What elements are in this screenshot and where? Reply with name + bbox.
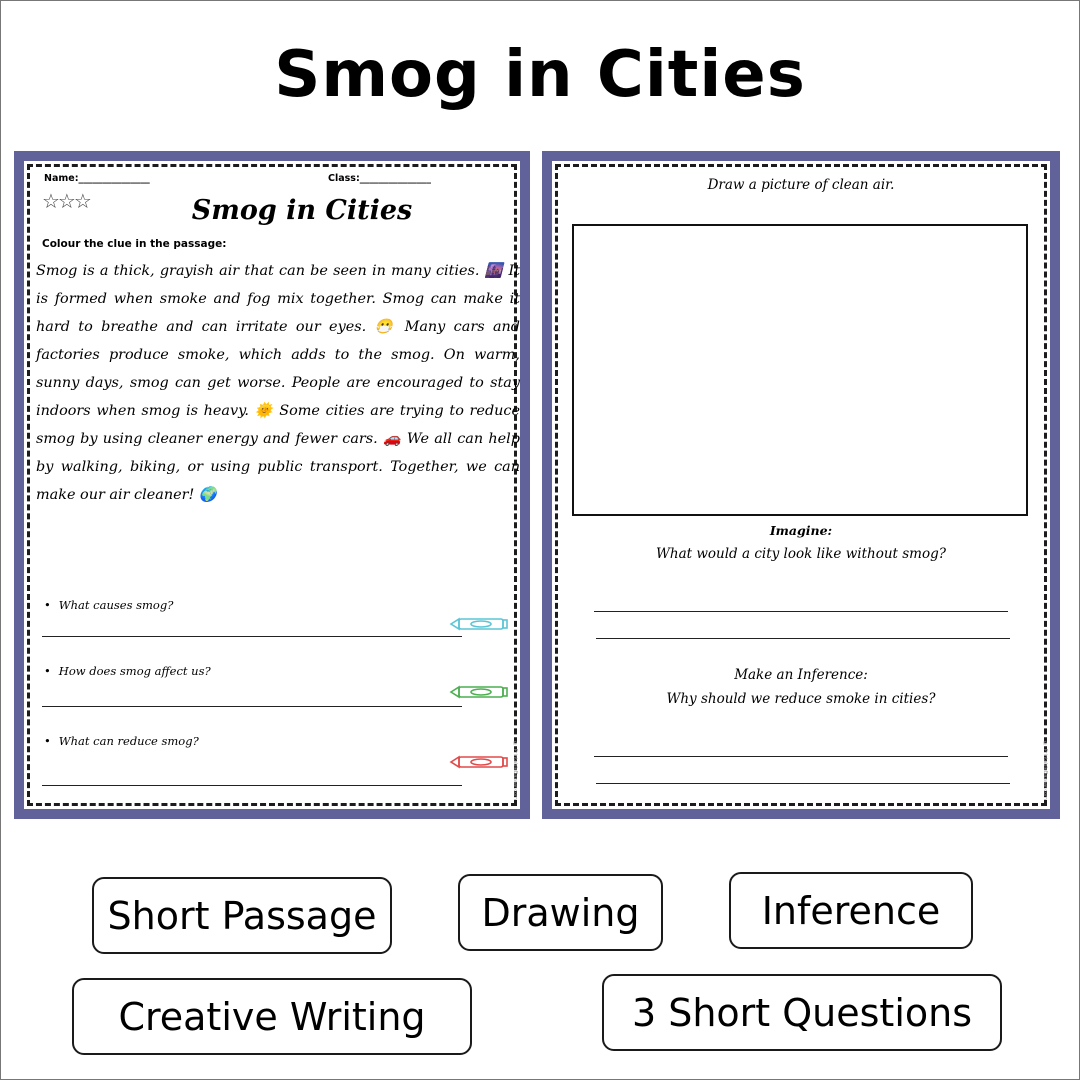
writing-line[interactable] bbox=[594, 611, 1008, 612]
imagine-question: What would a city look like without smog? bbox=[656, 546, 946, 562]
inference-question: Why should we reduce smoke in cities? bbox=[666, 691, 936, 707]
tag-drawing: Drawing bbox=[458, 874, 663, 951]
question-2: • How does smog affect us? bbox=[44, 664, 211, 678]
answer-line[interactable] bbox=[42, 706, 462, 707]
crayon-icon bbox=[449, 755, 509, 769]
drawing-box[interactable] bbox=[572, 224, 1028, 516]
question-3: • What can reduce smog? bbox=[44, 734, 199, 748]
worksheet-title: Smog in Cities bbox=[191, 195, 413, 226]
class-field: Class:_______________ bbox=[328, 173, 431, 184]
question-1: • What causes smog? bbox=[44, 598, 174, 612]
page-title: Smog in Cities bbox=[274, 38, 806, 112]
rating-stars-icon: ☆☆☆ bbox=[42, 189, 90, 213]
answer-line[interactable] bbox=[42, 636, 462, 637]
activity-worksheet bbox=[542, 151, 1060, 819]
tag-inference: Inference bbox=[729, 872, 973, 949]
tag-short-questions: 3 Short Questions bbox=[602, 974, 1002, 1051]
watermark-text: © PrintableBazaar.com bbox=[512, 741, 518, 800]
tag-short-passage: Short Passage bbox=[92, 877, 392, 954]
inference-label: Make an Inference: bbox=[734, 667, 868, 683]
question-2-text: How does smog affect us? bbox=[58, 664, 211, 678]
writing-line[interactable] bbox=[596, 783, 1010, 784]
crayon-icon bbox=[449, 617, 509, 631]
reading-passage: Smog is a thick, grayish air that can be seen in many cities. 🌆 It is formed when smoke and fog mix together. Smog can make it hard to breathe and can irritate our eyes. 😷 Many cars and factories produce smoke, which adds to the smog. On warm, sunny days, smog can get worse. People are encouraged to stay indoors when smog is heavy. 🌞 Some cities are trying to reduce smog by using cleaner energy and fewer cars. 🚗 We all can help by walking, biking, or using public transport. Together, we can make our air cleaner! 🌍 bbox=[36, 263, 520, 503]
question-3-text: What can reduce smog? bbox=[58, 734, 199, 748]
tag-creative-writing: Creative Writing bbox=[72, 978, 472, 1055]
question-1-text: What causes smog? bbox=[58, 598, 174, 612]
writing-line[interactable] bbox=[596, 638, 1010, 639]
instruction-text: Colour the clue in the passage: bbox=[42, 238, 227, 250]
crayon-icon bbox=[449, 685, 509, 699]
writing-line[interactable] bbox=[594, 756, 1008, 757]
name-field: Name:_______________ bbox=[44, 173, 150, 184]
watermark-text: © PrintableBazaar.com bbox=[1042, 741, 1048, 800]
draw-prompt: Draw a picture of clean air. bbox=[707, 177, 895, 193]
passage-worksheet bbox=[14, 151, 530, 819]
imagine-label: Imagine: bbox=[769, 523, 833, 538]
answer-line[interactable] bbox=[42, 785, 462, 786]
